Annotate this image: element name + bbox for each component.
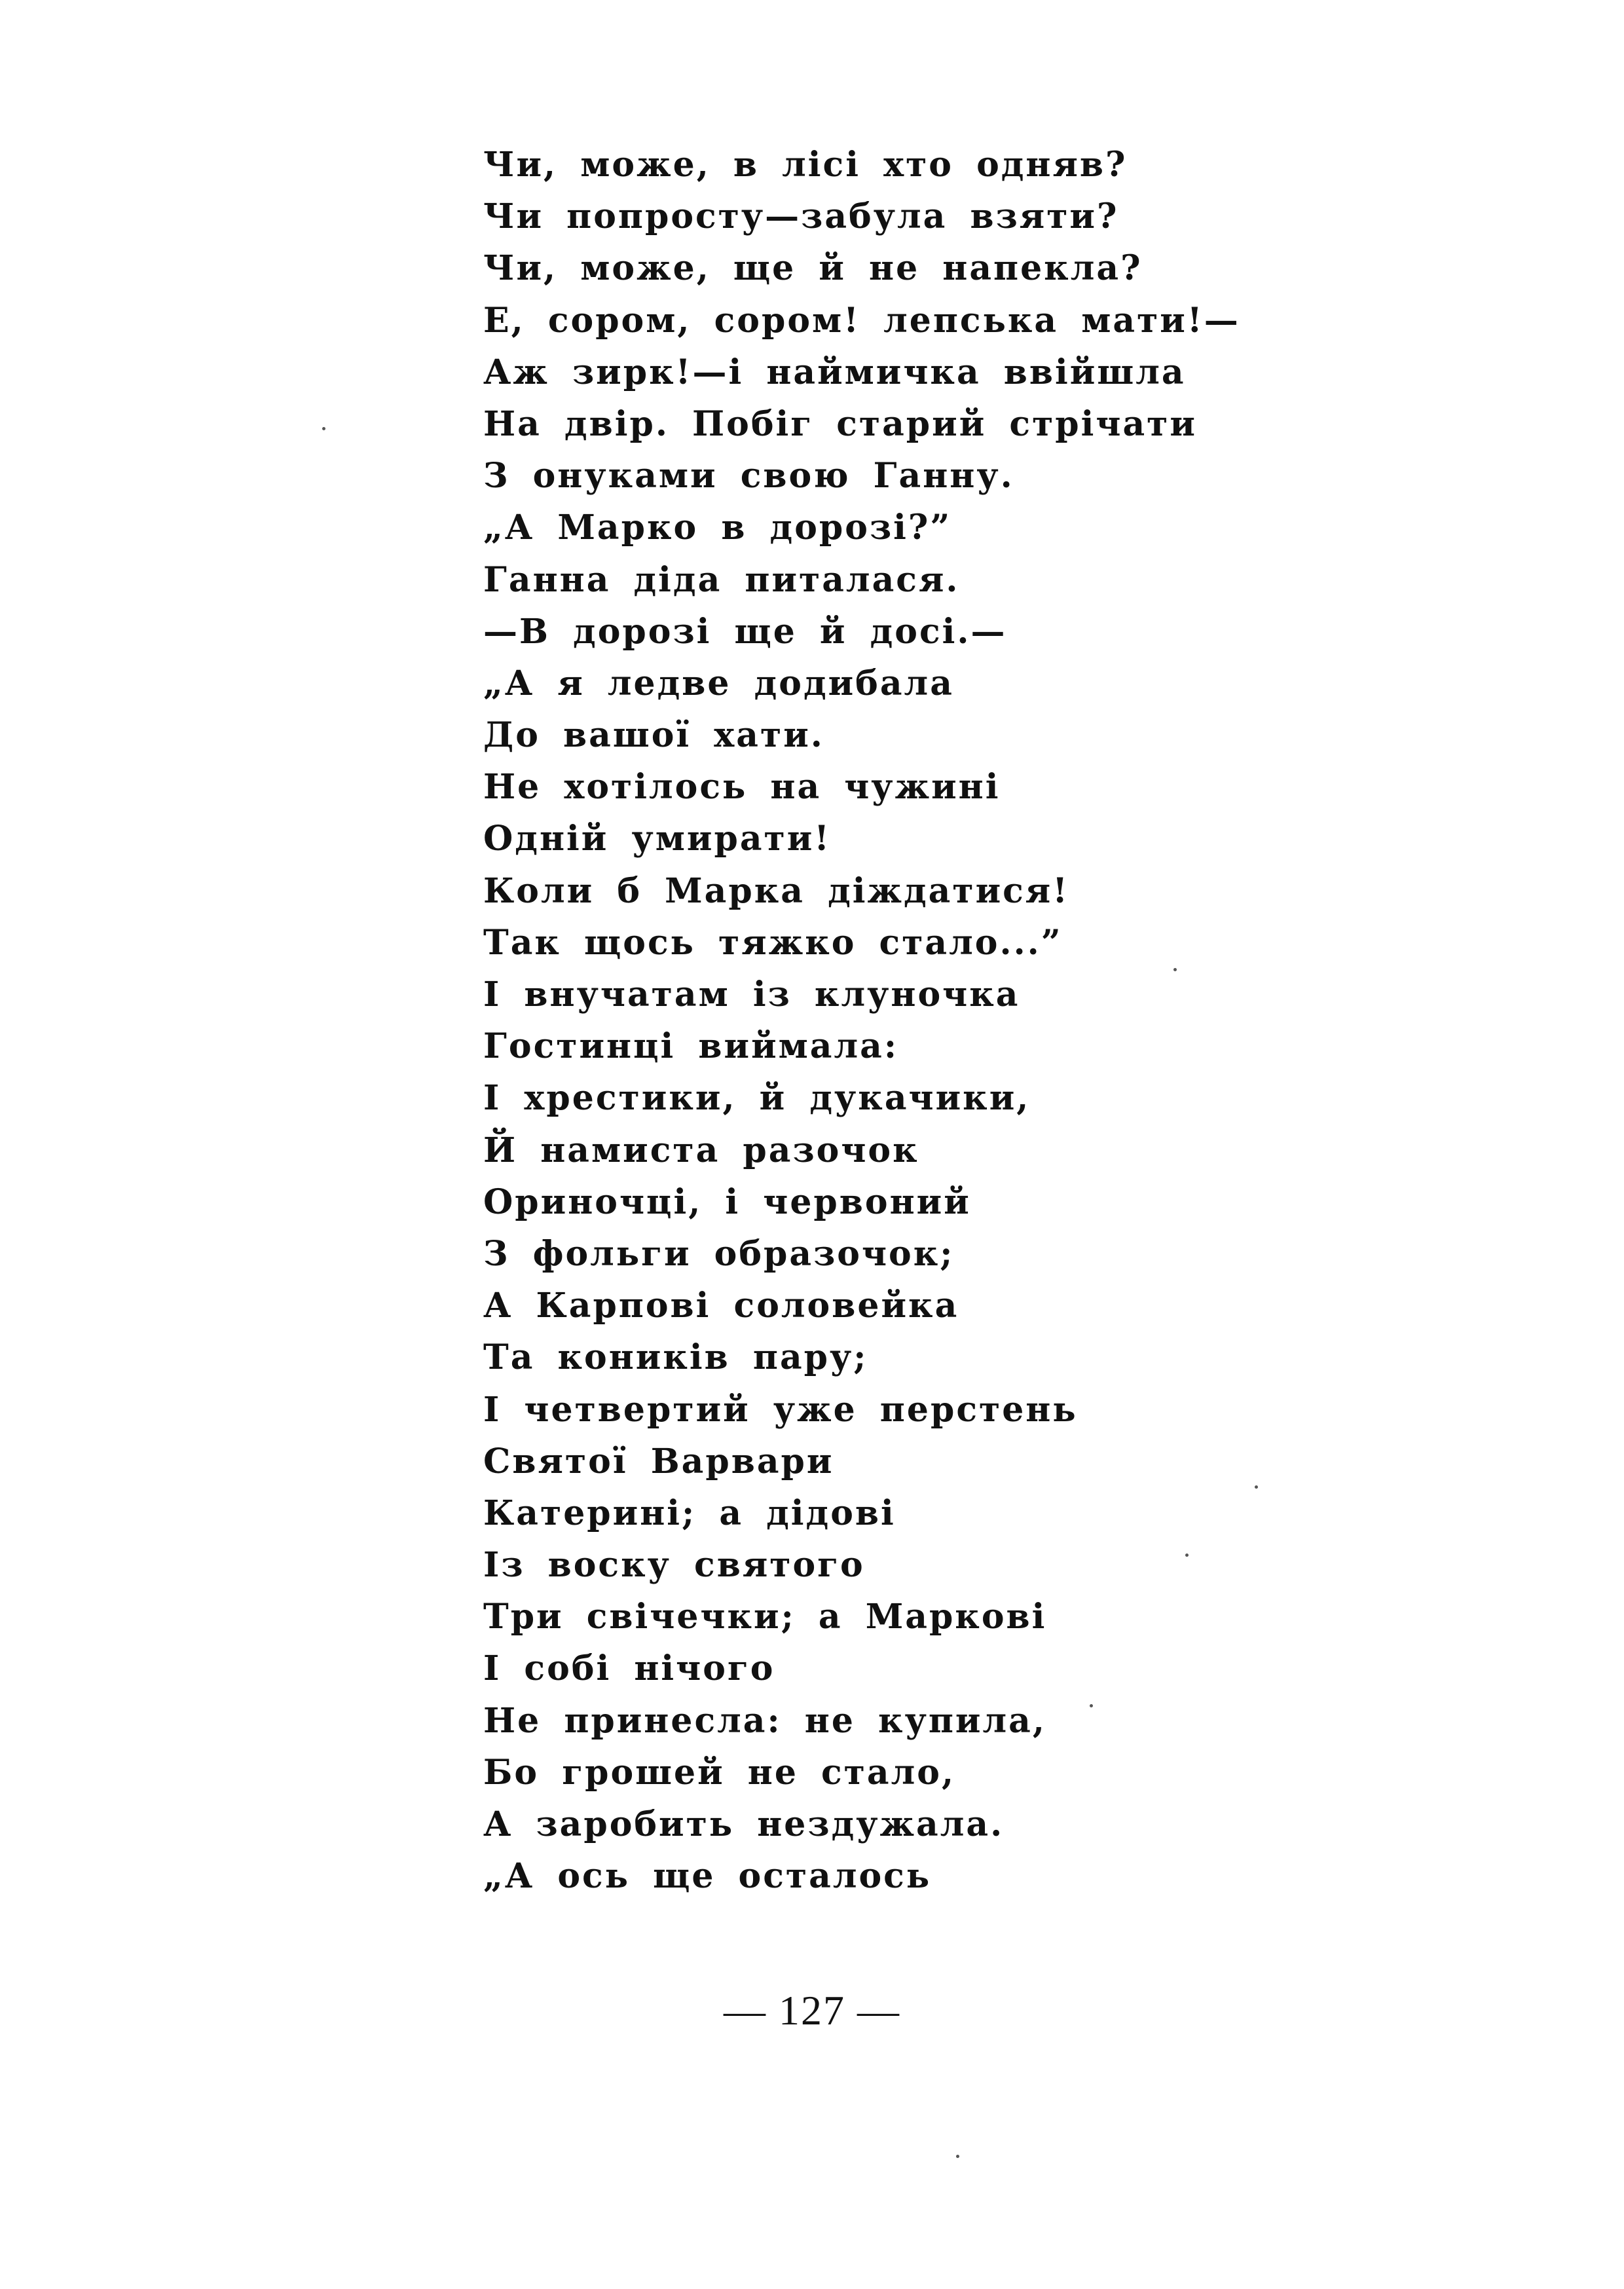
page-number: — 127 — xyxy=(724,1987,900,2034)
poem-line: До вашої хати. xyxy=(483,715,824,756)
poem-line: Бо грошей не стало, xyxy=(483,1752,956,1793)
poem-line: І четвертий уже перстень xyxy=(483,1389,1078,1430)
poem-line: І собі нічого xyxy=(483,1648,775,1689)
poem-line: Й намиста разочок xyxy=(483,1130,919,1170)
poem-line: І хрестики, й дукачики, xyxy=(483,1078,1031,1119)
poem-line: —В дорозі ще й досі.— xyxy=(483,611,1007,652)
scan-speck xyxy=(1090,1704,1093,1707)
scan-speck xyxy=(322,427,325,430)
poem-line: Не хотілось на чужині xyxy=(483,767,1001,808)
poem-line: „А ось ще осталось xyxy=(483,1856,932,1897)
poem-line: З онуками свою Ганну. xyxy=(483,456,1014,496)
scan-speck xyxy=(1185,1554,1189,1557)
poem-line: Гостинці виймала: xyxy=(483,1026,899,1067)
scan-speck xyxy=(1173,968,1177,971)
poem-line: Три свічечки; а Маркові xyxy=(483,1597,1047,1637)
poem-line: З фольги образочок; xyxy=(483,1233,955,1274)
poem-line: Катерині; а дідові xyxy=(483,1493,896,1533)
poem-line: Е, сором, сором! лепська мати!— xyxy=(483,300,1240,341)
poem-line: Чи, може, в лісі хто одняв? xyxy=(483,145,1128,185)
poem-line: На двір. Побіг старий стрічати xyxy=(483,403,1197,444)
poem-line: Коли б Марка діждатися! xyxy=(483,870,1070,911)
poem-line: Не принесла: не купила, xyxy=(483,1700,1046,1741)
poem-line: „А Марко в дорозі?” xyxy=(483,508,952,548)
poem-line: Із воску святого xyxy=(483,1545,865,1586)
poem-line: Ганна діда питалася. xyxy=(483,559,960,600)
poem-line: Та коників пару; xyxy=(483,1337,868,1378)
poem-line: І внучатам із клуночка xyxy=(483,975,1020,1014)
poem-line: Аж зирк!—і наймичка ввійшла xyxy=(483,352,1186,392)
poem-line: Так щось тяжко стало...” xyxy=(483,922,1063,963)
poem-line: Ориночці, і червоний xyxy=(483,1182,971,1222)
scan-speck xyxy=(956,2155,959,2158)
poem-line: Святої Варвари xyxy=(483,1441,834,1481)
poem-text xyxy=(483,139,1466,1902)
poem-line: А заробить нездужала. xyxy=(483,1804,1005,1844)
poem-line: Одній умирати! xyxy=(483,819,832,859)
scan-speck xyxy=(1255,1485,1258,1489)
poem-line: А Карпові соловейка xyxy=(483,1286,959,1326)
poem-line: Чи, може, ще й не напекла? xyxy=(483,248,1143,289)
poem-line: „А я ледве додибала xyxy=(483,663,954,703)
poem-line: Чи попросту—забула взяти? xyxy=(483,196,1119,237)
